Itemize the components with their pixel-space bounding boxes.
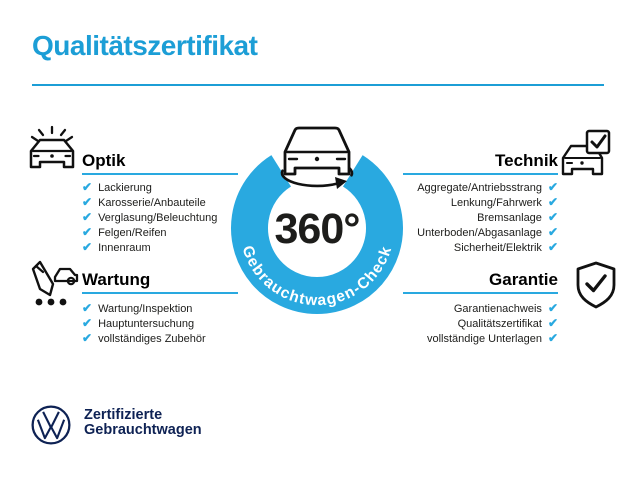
checklist-item-label: Lenkung/Fahrwerk bbox=[450, 196, 542, 209]
check-icon: ✔ bbox=[82, 315, 93, 330]
checklist-item-label: Felgen/Reifen bbox=[98, 226, 167, 239]
check-icon: ✔ bbox=[82, 179, 93, 194]
checklist-item bbox=[403, 195, 558, 210]
shiny-car-icon bbox=[25, 125, 79, 184]
section-optik bbox=[82, 150, 238, 255]
checklist-item-label: Sicherheit/Elektrik bbox=[453, 241, 542, 254]
checklist-item bbox=[403, 240, 558, 255]
checklist-item bbox=[403, 225, 558, 240]
section-garantie bbox=[403, 269, 558, 346]
section-underline bbox=[82, 292, 238, 294]
checklist-item bbox=[403, 301, 558, 316]
check-icon: ✔ bbox=[547, 179, 558, 194]
check-icon: ✔ bbox=[547, 239, 558, 254]
vw-logo bbox=[30, 404, 72, 451]
brand-line-2: Gebrauchtwagen bbox=[84, 422, 202, 438]
car-checkbox-icon bbox=[559, 128, 613, 187]
ring-label: Gebrauchtwagen-Check bbox=[238, 243, 396, 310]
checklist-item-label: vollständige Unterlagen bbox=[426, 332, 542, 345]
section-title-wartung: Wartung bbox=[82, 270, 151, 289]
checklist-item-label: Garantienachweis bbox=[453, 302, 542, 315]
checklist-item bbox=[82, 195, 238, 210]
check-icon: ✔ bbox=[547, 194, 558, 209]
checklist-item-label: Innenraum bbox=[98, 241, 151, 254]
checklist-item bbox=[82, 331, 238, 346]
checklist-item-label: Hauptuntersuchung bbox=[98, 317, 195, 330]
page-title: Qualitätszertifikat bbox=[32, 30, 258, 61]
check-icon: ✔ bbox=[82, 300, 93, 315]
service-checklist-icon bbox=[26, 256, 80, 315]
brand-line-1: Zertifizierte bbox=[84, 407, 163, 423]
checklist-item-label: Qualitätszertifikat bbox=[457, 317, 542, 330]
checklist-item bbox=[82, 225, 238, 240]
section-title-garantie: Garantie bbox=[489, 270, 558, 289]
section-technik bbox=[403, 150, 558, 255]
checklist-item bbox=[82, 316, 238, 331]
360-check-ring bbox=[225, 116, 410, 328]
checklist-item-label: Lackierung bbox=[98, 181, 152, 194]
checklist-item-label: Aggregate/Antriebsstrang bbox=[417, 181, 542, 194]
checklist-item-label: Bremsanlage bbox=[477, 211, 542, 224]
section-underline bbox=[403, 173, 558, 175]
checklist-item bbox=[82, 301, 238, 316]
checklist-item bbox=[403, 331, 558, 346]
section-underline bbox=[403, 292, 558, 294]
check-icon: ✔ bbox=[82, 194, 93, 209]
check-icon: ✔ bbox=[547, 209, 558, 224]
section-title-technik: Technik bbox=[495, 151, 558, 170]
checklist-item bbox=[403, 210, 558, 225]
check-icon: ✔ bbox=[547, 330, 558, 345]
section-underline bbox=[82, 173, 238, 175]
check-icon: ✔ bbox=[82, 209, 93, 224]
checklist-item bbox=[403, 180, 558, 195]
checklist-item bbox=[82, 240, 238, 255]
checklist-item bbox=[82, 180, 238, 195]
checklist-item-label: Wartung/Inspektion bbox=[98, 302, 193, 315]
check-icon: ✔ bbox=[547, 300, 558, 315]
section-title-optik: Optik bbox=[82, 151, 126, 170]
section-wartung bbox=[82, 269, 238, 346]
shield-check-icon bbox=[572, 260, 620, 315]
check-icon: ✔ bbox=[547, 315, 558, 330]
title-divider bbox=[32, 84, 604, 86]
checklist-item-label: Unterboden/Abgasanlage bbox=[417, 226, 542, 239]
degrees-label: 360° bbox=[274, 205, 360, 253]
checklist-item bbox=[403, 316, 558, 331]
car-rotation-icon bbox=[282, 128, 352, 189]
checklist-item-label: vollständiges Zubehör bbox=[98, 332, 206, 345]
check-icon: ✔ bbox=[82, 239, 93, 254]
check-icon: ✔ bbox=[547, 224, 558, 239]
check-icon: ✔ bbox=[82, 224, 93, 239]
checklist-item-label: Verglasung/Beleuchtung bbox=[98, 211, 218, 224]
checklist-item bbox=[82, 210, 238, 225]
brand-lockup bbox=[84, 408, 202, 438]
check-icon: ✔ bbox=[82, 330, 93, 345]
checklist-item-label: Karosserie/Anbauteile bbox=[98, 196, 206, 209]
